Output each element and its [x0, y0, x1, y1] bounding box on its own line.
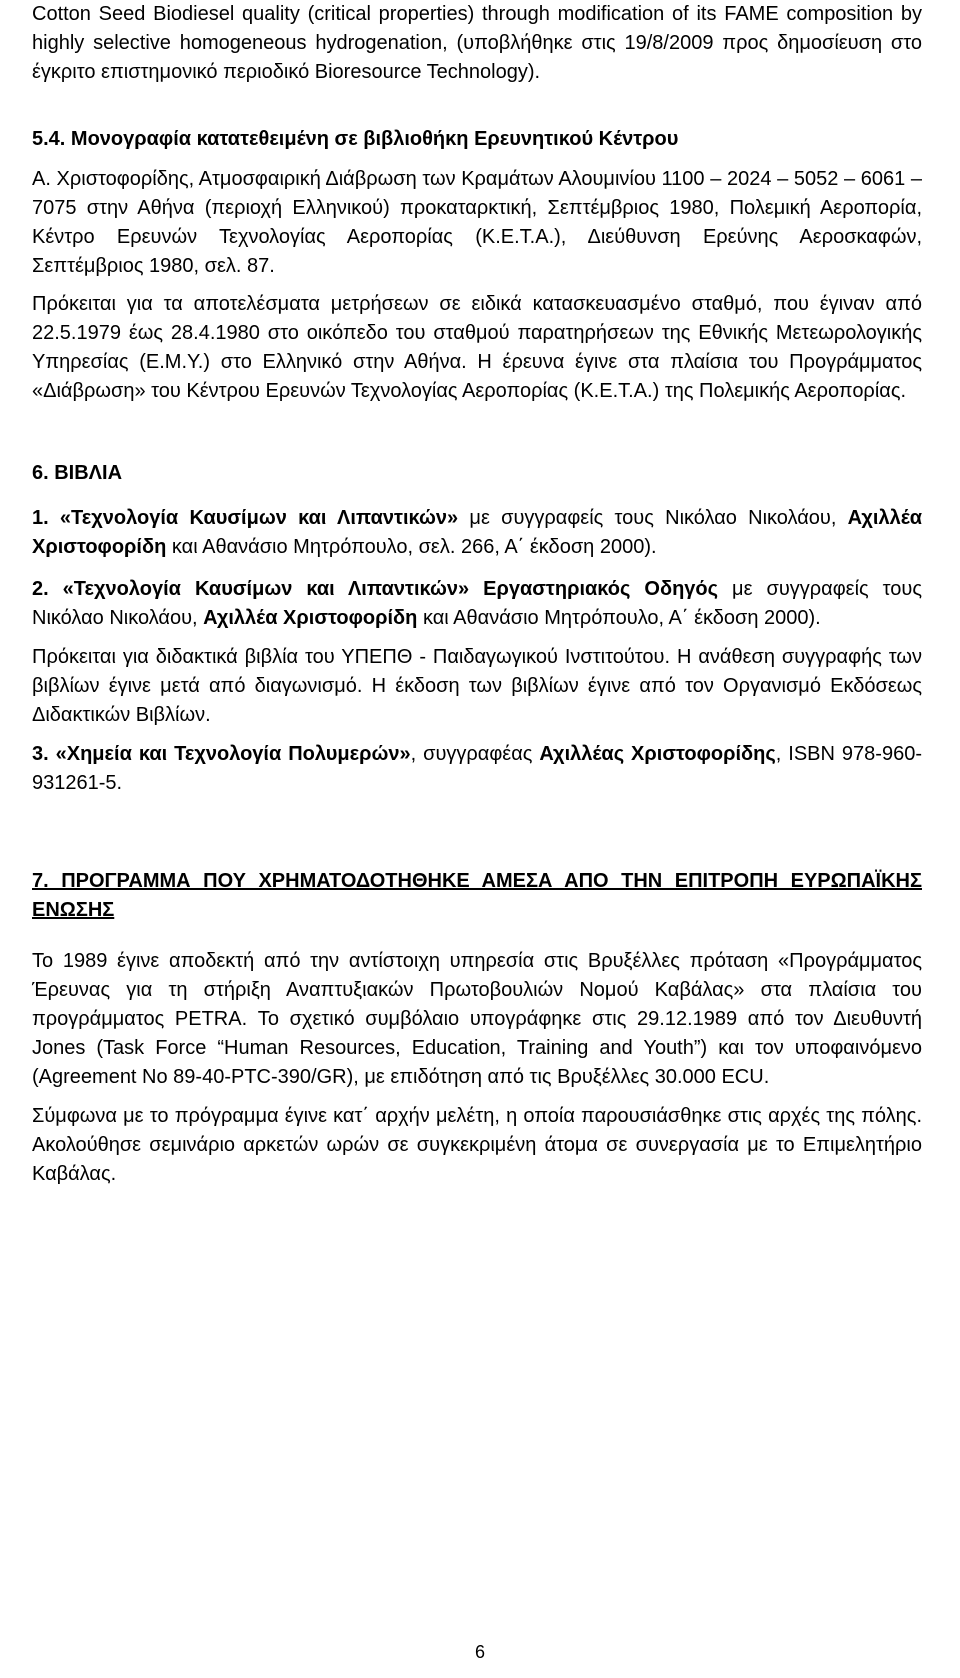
book-1-text-b: και Αθανάσιο Μητρόπουλο, σελ. 266, Α΄ έκδοση 2000). [166, 536, 657, 558]
section-heading-monograph: 5.4. Μονογραφία κατατεθειμένη σε βιβλιοθήκη Ερευνητικού Κέντρου [32, 128, 679, 150]
book-3-text-b: , ISBN 978-960-931261-5. [32, 743, 922, 794]
book-3-author: Αχιλλέας Χριστοφορίδης [539, 743, 776, 765]
document-page [32, 0, 922, 1189]
book-entry-1 [32, 504, 922, 562]
section-heading-eu-program: 7. ΠΡΟΓΡΑΜΜΑ ΠΟΥ ΧΡΗΜΑΤΟΔΟΤΗΘΗΚΕ ΑΜΕΣΑ ΑΠΟ ΤΗΝ ΕΠΙΤΡΟΠΗ ΕΥΡΩΠΑΪΚΗΣ ΕΝΩΣΗΣ [32, 870, 922, 921]
book-3-title: 3. «Χημεία και Τεχνολογία Πολυμερών» [32, 743, 411, 765]
paragraph-monograph-reference: Α. Χριστοφορίδης, Ατμοσφαιρική Διάβρωση των Κραμάτων Αλουμινίου 1100 – 2024 – 5052 – 6061 – 7075 στην Αθήνα (περιοχή Ελληνικού) προκαταρκτική, Σεπτέμβριος 1980, Πολεμική Αεροπορία, Κέντρο Ερευνών Τεχνολογίας Αεροπορίας (Κ.Ε.Τ.Α.), Διεύθυνση Ερεύνης Αεροσκαφών, Σεπτέμβριος 1980, σελ. 87. [32, 168, 922, 277]
paragraph-books-description: Πρόκειται για διδακτικά βιβλία του ΥΠΕΠΘ - Παιδαγωγικού Ινστιτούτου. Η ανάθεση συγγραφής των βιβλίων έγινε μετά από διαγωνισμό. Η έκδοση των βιβλίων έγινε από τον Οργανισμό Εκδόσεως Διδακτικών Βιβλίων. [32, 646, 922, 726]
book-2-text-b: και Αθανάσιο Μητρόπουλο, Α΄ έκδοση 2000). [417, 607, 821, 629]
section-heading-books: 6. ΒΙΒΛΙΑ [32, 462, 123, 484]
book-entry-3 [32, 740, 922, 798]
page-number: 6 [474, 1642, 485, 1662]
book-1-author: Αχιλλέα Χριστοφορίδη [32, 507, 923, 558]
book-1-text-a: με συγγραφείς τους Νικόλαο Νικολάου, [458, 507, 848, 529]
book-2-author: Αχιλλέα Χριστοφορίδη [203, 607, 418, 629]
book-entry-2 [32, 575, 922, 633]
book-3-text-a: , συγγραφέας [410, 743, 540, 765]
paragraph-eu-program-2: Σύμφωνα με το πρόγραμμα έγινε κατ΄ αρχήν μελέτη, η οποία παρουσιάσθηκε στις αρχές της πόλης. Ακολούθησε σεμινάριο αρκετών ωρών σε συγκεκριμένη άτομα σε συνεργασία με το Επιμελητήριο Καβάλας. [32, 1105, 922, 1185]
book-2-text-a: με συγγραφείς τους Νικόλαο Νικολάου, [32, 578, 922, 629]
paragraph-eu-program-1: Το 1989 έγινε αποδεκτή από την αντίστοιχη υπηρεσία στις Βρυξέλλες πρόταση «Προγράμματος Έρευνας για τη στήριξη Αναπτυξιακών Πρωτοβουλιών Νομού Καβάλας» στα πλαίσια του προγράμματος PETRA. Το σχετικό συμβόλαιο υπογράφηκε στις 29.12.1989 από τον Διευθυντή Jones (Task Force “Human Resources, Education, Training and Youth”) και τον υποφαινόμενο (Agreement No 89-40-PTC-390/GR), με επιδότηση από τις Βρυξέλλες 30.000 ECU. [32, 950, 922, 1088]
book-2-title: 2. «Τεχνολογία Καυσίμων και Λιπαντικών» Εργαστηριακός Οδηγός [32, 578, 719, 600]
paragraph-monograph-description: Πρόκειται για τα αποτελέσματα μετρήσεων σε ειδικά κατασκευασμένο σταθμό, που έγιναν από 22.5.1979 έως 28.4.1980 στο οικόπεδο του σταθμού παρατηρήσεων της Εθνικής Μετεωρολογικής Υπηρεσίας (Ε.Μ.Υ.) στο Ελληνικό στην Αθήνα. Η έρευνα έγινε στα πλαίσια του Προγράμματος «Διάβρωση» του Κέντρου Ερευνών Τεχνολογίας Αεροπορίας (Κ.Ε.Τ.Α.) της Πολεμικής Αεροπορίας. [32, 293, 922, 402]
paragraph-cotton-seed-publication: Cotton Seed Biodiesel quality (critical properties) through modification of its FAME composition by highly selective homogeneous hydrogenation, (υποβλήθηκε στις 19/8/2009 προς δημοσίευση στο έγκριτο επιστημονικό περιοδικό Bioresource Technology). [32, 3, 922, 83]
book-1-title: 1. «Τεχνολογία Καυσίμων και Λιπαντικών» [32, 507, 459, 529]
